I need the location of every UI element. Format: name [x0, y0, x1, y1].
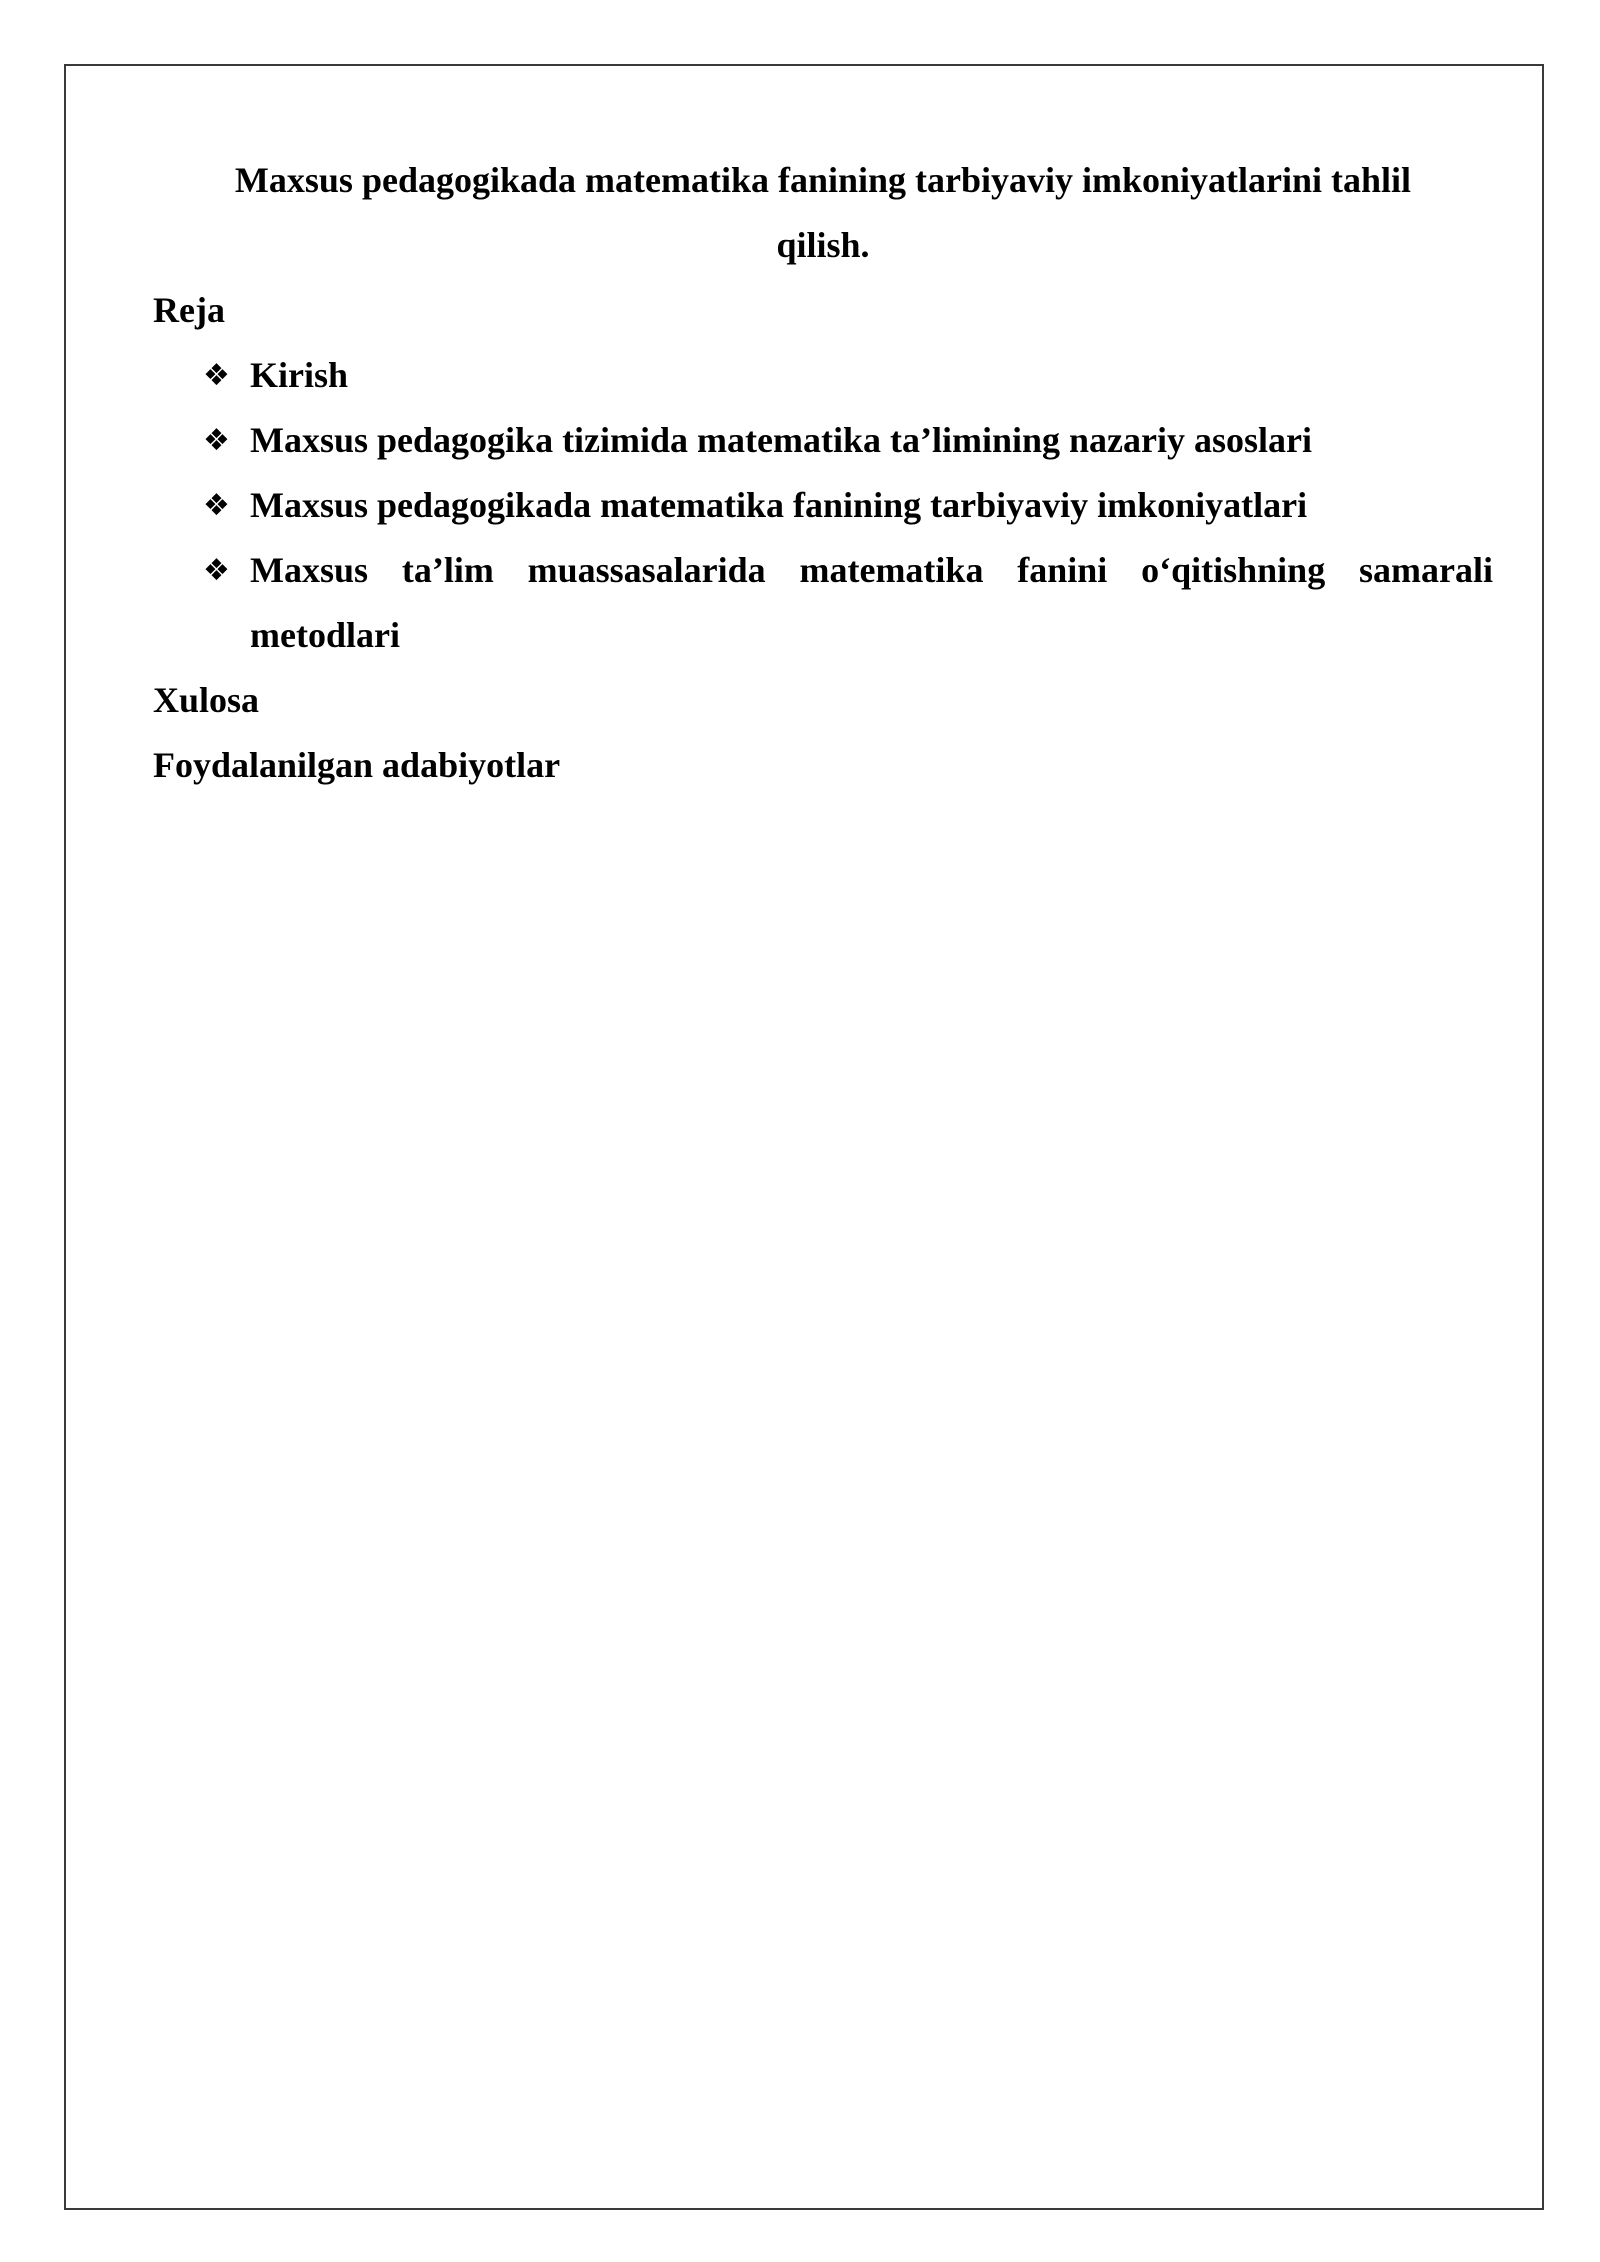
plan-item-label: Maxsus ta’lim muassasalarida matematika fanini o‘qitishning samarali metodlari [250, 550, 1493, 655]
plan-item-label: Maxsus pedagogika tizimida matematika ta’limining nazariy asoslari [250, 420, 1312, 460]
plan-item-label: Kirish [250, 355, 349, 395]
diamond-bullet-icon: ❖ [203, 423, 230, 458]
plan-item-label: Maxsus pedagogikada matematika fanining tarbiyaviy imkoniyatlari [250, 485, 1308, 525]
plan-item-methods [153, 538, 1493, 668]
conclusion-heading: Xulosa [153, 680, 260, 720]
references-heading: Foydalanilgan adabiyotlar [153, 745, 561, 785]
plan-item-educational-potential [153, 473, 1493, 538]
diamond-bullet-icon: ❖ [203, 553, 230, 588]
plan-heading: Reja [153, 290, 225, 330]
diamond-bullet-icon: ❖ [203, 488, 230, 523]
document-title: Maxsus pedagogikada matematika fanining tarbiyaviy imkoniyatlarini tahlil qilish. [234, 160, 1412, 265]
plan-list [153, 343, 1493, 668]
plan-item-introduction [153, 343, 1493, 408]
document-body [153, 148, 1493, 798]
diamond-bullet-icon: ❖ [203, 358, 230, 393]
plan-item-theory [153, 408, 1493, 473]
